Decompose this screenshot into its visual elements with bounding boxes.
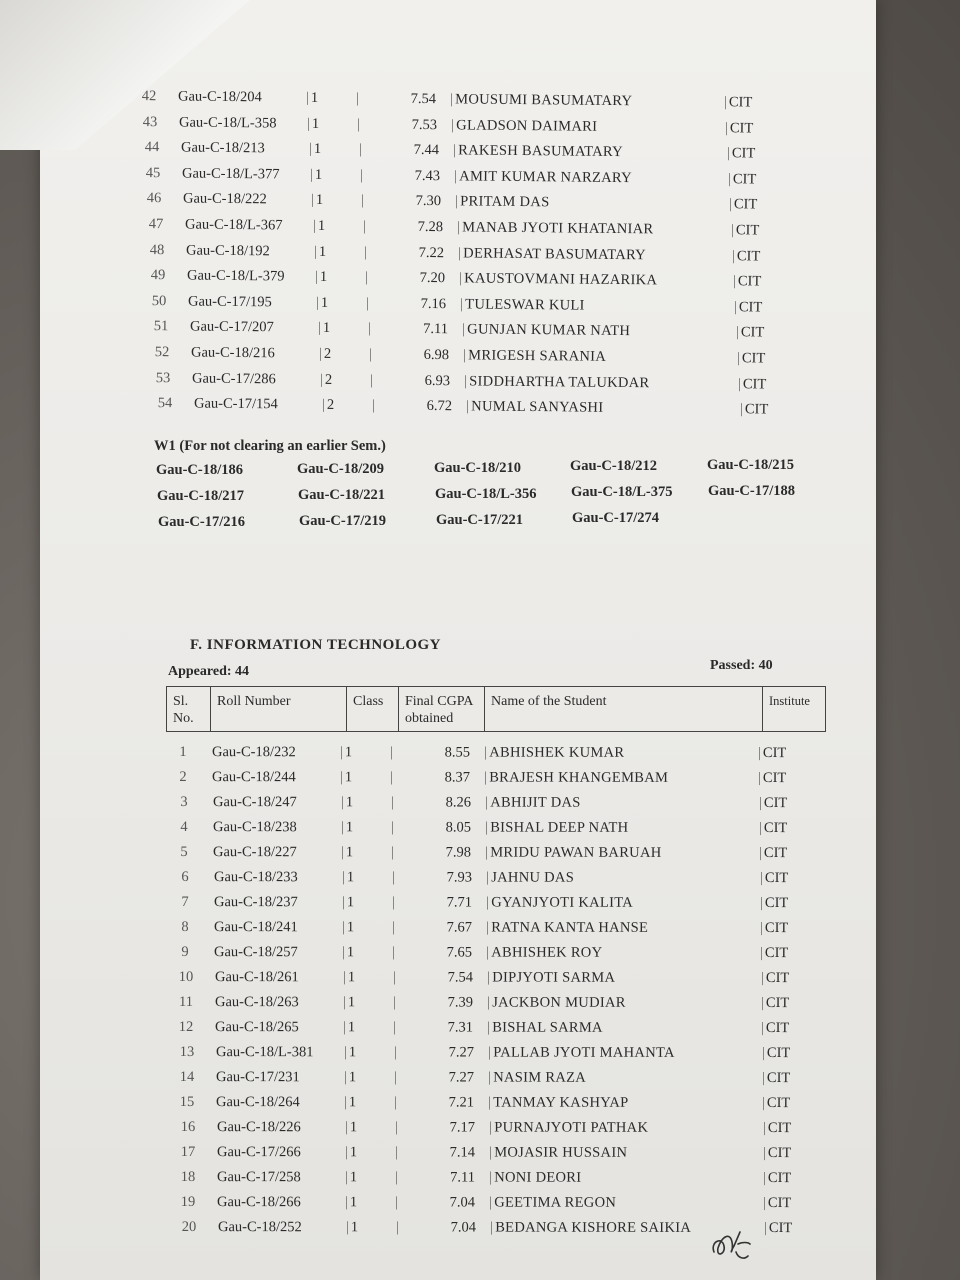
- row-serial-number: 16: [180, 1119, 195, 1136]
- row-student-name: | ABHIJIT DAS: [485, 795, 581, 812]
- row-serial-number: 45: [145, 164, 161, 182]
- row-serial-number: 53: [156, 369, 171, 386]
- row-cgpa: 6.72: [426, 398, 452, 415]
- row-cgpa: 7.31: [447, 1019, 474, 1036]
- row-institute: | CIT: [736, 325, 764, 342]
- row-student-name: | GYANJYOTI KALITA: [486, 895, 633, 912]
- row-separator: |: [392, 944, 396, 961]
- header-no-label: No.: [173, 711, 194, 726]
- row-cgpa: 7.20: [419, 270, 446, 287]
- row-cgpa: 7.11: [422, 321, 448, 338]
- row-student-name: | SIDDHARTHA TALUKDAR: [464, 373, 650, 392]
- row-serial-number: 6: [180, 869, 189, 886]
- row-student-name: | TANMAY KASHYAP: [488, 1095, 629, 1112]
- row-roll-number: Gau-C-18/247: [212, 794, 297, 811]
- row-separator: |: [393, 1044, 397, 1061]
- row-institute: | CIT: [759, 820, 787, 837]
- row-serial-number: 19: [181, 1194, 196, 1211]
- row-cgpa: 8.37: [444, 769, 471, 786]
- row-student-name: | RATNA KANTA HANSE: [486, 920, 648, 937]
- row-serial-number: 8: [181, 919, 189, 936]
- row-student-name: | KAUSTOVMANI HAZARIKA: [459, 270, 657, 289]
- row-separator: |: [392, 919, 396, 936]
- row-separator: |: [393, 1069, 397, 1086]
- row-class: | 2: [320, 371, 332, 388]
- row-institute: | CIT: [733, 273, 761, 290]
- row-separator: |: [368, 346, 373, 363]
- row-separator: |: [357, 115, 361, 132]
- row-separator: |: [394, 1144, 398, 1161]
- row-roll-number: Gau-C-18/232: [211, 744, 296, 761]
- row-class: | 1: [306, 90, 318, 107]
- row-class: | 1: [341, 794, 353, 811]
- row-class: | 1: [309, 141, 321, 158]
- row-separator: |: [389, 744, 393, 761]
- row-institute: | CIT: [732, 248, 760, 265]
- row-cgpa: 7.27: [448, 1044, 474, 1061]
- row-class: | 1: [342, 944, 354, 961]
- section-title-it: F. INFORMATION TECHNOLOGY: [190, 637, 441, 653]
- w1-roll-item: Gau-C-17/221: [436, 511, 523, 528]
- row-cgpa: 7.22: [418, 244, 444, 261]
- row-cgpa: 7.17: [449, 1119, 475, 1136]
- row-cgpa: 7.28: [417, 218, 443, 236]
- row-student-name: | TULESWAR KULI: [460, 296, 585, 314]
- row-class: | 1: [316, 295, 328, 312]
- w1-roll-item: Gau-C-18/210: [434, 459, 521, 476]
- row-separator: |: [363, 243, 367, 260]
- row-roll-number: Gau-C-18/216: [190, 344, 275, 362]
- row-cgpa: 8.55: [444, 744, 471, 761]
- row-student-name: | PALLAB JYOTI MAHANTA: [488, 1045, 675, 1062]
- row-institute: | CIT: [734, 299, 762, 316]
- row-institute: | CIT: [761, 970, 789, 987]
- row-separator: |: [392, 994, 396, 1011]
- row-serial-number: 42: [141, 88, 157, 105]
- header-cgpa-sub: obtained: [405, 711, 454, 726]
- row-separator: |: [392, 969, 396, 986]
- row-class: | 1: [344, 1094, 356, 1111]
- row-class: | 1: [346, 1219, 358, 1236]
- row-institute: | CIT: [758, 745, 786, 762]
- header-name: Name of the Student: [485, 687, 763, 731]
- row-serial-number: 17: [180, 1144, 196, 1161]
- row-class: | 1: [345, 1144, 357, 1161]
- row-separator: |: [371, 397, 375, 414]
- row-serial-number: 50: [152, 292, 167, 310]
- row-separator: |: [359, 167, 363, 184]
- row-student-name: | NASIM RAZA: [488, 1070, 586, 1087]
- header-class: Class: [347, 687, 399, 731]
- row-roll-number: Gau-C-18/L-381: [215, 1044, 314, 1061]
- row-serial-number: 15: [179, 1094, 195, 1111]
- row-cgpa: 7.93: [446, 869, 472, 886]
- row-class: | 1: [318, 320, 330, 337]
- row-roll-number: Gau-C-18/226: [216, 1119, 301, 1136]
- row-class: | 1: [341, 869, 353, 886]
- row-separator: |: [358, 141, 362, 158]
- row-institute: | CIT: [760, 920, 788, 937]
- row-roll-number: Gau-C-18/L-377: [181, 165, 280, 183]
- row-student-name: | GUNJAN KUMAR NATH: [462, 322, 630, 341]
- row-separator: |: [395, 1169, 399, 1186]
- row-serial-number: 4: [180, 819, 188, 836]
- row-serial-number: 44: [144, 139, 159, 156]
- row-serial-number: 52: [154, 344, 170, 361]
- row-separator: |: [390, 794, 394, 811]
- row-separator: |: [367, 320, 371, 337]
- row-serial-number: 5: [180, 844, 188, 861]
- row-student-name: | BRAJESH KHANGEMBAM: [484, 770, 668, 787]
- row-student-name: | AMIT KUMAR NARZARY: [454, 168, 632, 187]
- row-student-name: | DERHASAT BASUMATARY: [458, 245, 646, 264]
- row-roll-number: Gau-C-17/286: [192, 370, 277, 387]
- row-institute: | CIT: [763, 1195, 791, 1212]
- row-cgpa: 7.39: [447, 994, 474, 1011]
- row-institute: | CIT: [762, 1095, 790, 1112]
- row-roll-number: Gau-C-18/266: [217, 1194, 302, 1211]
- row-class: | 1: [341, 819, 353, 836]
- row-roll-number: Gau-C-18/213: [180, 139, 265, 157]
- row-class: | 1: [345, 1194, 357, 1211]
- row-roll-number: Gau-C-18/261: [214, 969, 299, 986]
- row-serial-number: 48: [149, 241, 165, 258]
- row-cgpa: 7.54: [410, 90, 437, 108]
- w1-roll-item: Gau-C-17/219: [299, 512, 386, 529]
- row-separator: |: [393, 1019, 397, 1036]
- row-institute: | CIT: [737, 350, 765, 367]
- row-cgpa: 7.14: [449, 1144, 475, 1161]
- row-student-name: | NONI DEORI: [489, 1170, 581, 1187]
- row-institute: | CIT: [762, 1045, 790, 1062]
- w1-roll-item: Gau-C-18/186: [156, 462, 243, 478]
- row-institute: | CIT: [762, 1070, 790, 1087]
- row-serial-number: 46: [146, 190, 162, 207]
- row-class: | 1: [343, 1019, 355, 1036]
- row-student-name: | BISHAL DEEP NATH: [485, 820, 628, 837]
- row-separator: |: [390, 819, 394, 836]
- w1-heading: W1 (For not clearing an earlier Sem.): [154, 438, 386, 454]
- row-student-name: | MRIDU PAWAN BARUAH: [485, 845, 662, 862]
- w1-roll-item: Gau-C-17/216: [158, 514, 245, 530]
- row-institute: | CIT: [729, 197, 757, 214]
- row-serial-number: 51: [153, 318, 169, 335]
- row-serial-number: 43: [143, 113, 158, 130]
- row-separator: |: [370, 371, 374, 388]
- row-student-name: | NUMAL SANYASHI: [466, 398, 604, 416]
- row-institute: | CIT: [763, 1170, 791, 1187]
- w1-roll-item: Gau-C-17/188: [708, 483, 795, 500]
- row-class: | 1: [343, 969, 355, 986]
- row-cgpa: 7.44: [413, 142, 439, 159]
- row-institute: | CIT: [728, 171, 756, 188]
- w1-roll-item: Gau-C-18/209: [297, 460, 384, 477]
- row-serial-number: 3: [179, 794, 188, 811]
- w1-roll-item: Gau-C-18/212: [570, 458, 657, 475]
- row-class: | 1: [314, 243, 326, 260]
- header-sl: [167, 687, 211, 731]
- appeared-count: Appeared: 44: [168, 664, 250, 679]
- row-class: | 1: [344, 1119, 356, 1136]
- row-serial-number: 10: [178, 969, 193, 986]
- row-student-name: | MRIGESH SARANIA: [463, 347, 606, 365]
- row-student-name: | BEDANGA KISHORE SAIKIA: [490, 1220, 691, 1237]
- row-institute: | CIT: [761, 995, 789, 1012]
- row-student-name: | GEETIMA REGON: [489, 1195, 616, 1212]
- it-table-header: [166, 686, 826, 732]
- row-student-name: | PURNAJYOTI PATHAK: [488, 1120, 647, 1137]
- row-class: | 1: [344, 1044, 356, 1061]
- row-class: | 1: [341, 844, 353, 861]
- w1-roll-item: Gau-C-18/L-375: [571, 484, 673, 501]
- signature-mark: [708, 1222, 752, 1264]
- row-cgpa: 7.16: [420, 295, 447, 312]
- header-sl-label: Sl.: [173, 694, 189, 709]
- row-cgpa: 8.26: [445, 794, 471, 811]
- row-roll-number: Gau-C-18/204: [177, 88, 262, 106]
- header-institute: Institute: [769, 694, 810, 708]
- row-roll-number: Gau-C-18/252: [217, 1219, 302, 1236]
- row-institute: | CIT: [760, 945, 788, 962]
- row-serial-number: 11: [179, 994, 194, 1011]
- row-roll-number: Gau-C-18/233: [213, 869, 298, 886]
- row-separator: |: [355, 90, 360, 107]
- row-serial-number: 1: [179, 744, 187, 761]
- row-serial-number: 47: [148, 216, 163, 233]
- row-institute: | CIT: [762, 1120, 790, 1137]
- row-class: | 1: [340, 769, 352, 786]
- row-roll-number: Gau-C-18/238: [212, 819, 297, 836]
- row-class: | 1: [344, 1069, 356, 1086]
- row-student-name: | BISHAL SARMA: [487, 1020, 603, 1037]
- row-separator: |: [394, 1119, 398, 1136]
- row-institute: | CIT: [759, 795, 787, 812]
- row-roll-number: Gau-C-18/244: [212, 769, 297, 786]
- row-institute: | CIT: [759, 845, 787, 862]
- row-serial-number: 9: [181, 944, 190, 961]
- header-cgpa: [399, 687, 485, 731]
- row-student-name: | ABHISHEK KUMAR: [484, 745, 624, 762]
- w1-roll-item: Gau-C-18/217: [157, 488, 244, 504]
- row-roll-number: Gau-C-17/266: [216, 1144, 301, 1161]
- row-student-name: | ABHISHEK ROY: [486, 945, 602, 962]
- row-serial-number: 12: [179, 1019, 194, 1036]
- row-class: | 1: [311, 192, 323, 209]
- row-roll-number: Gau-C-18/265: [215, 1019, 300, 1036]
- row-institute: | CIT: [738, 376, 766, 393]
- row-class: | 1: [345, 1169, 357, 1186]
- row-serial-number: 20: [181, 1219, 196, 1236]
- row-separator: |: [366, 295, 370, 312]
- row-serial-number: 54: [157, 395, 172, 412]
- row-separator: |: [365, 269, 369, 286]
- row-separator: |: [390, 769, 394, 786]
- row-separator: |: [361, 192, 365, 209]
- row-roll-number: Gau-C-18/L-367: [184, 216, 283, 234]
- row-cgpa: 7.54: [447, 969, 473, 986]
- row-serial-number: 2: [179, 769, 187, 786]
- row-roll-number: Gau-C-17/195: [188, 293, 273, 311]
- row-cgpa: 7.11: [450, 1169, 476, 1186]
- row-separator: |: [395, 1194, 399, 1211]
- row-cgpa: 7.43: [414, 167, 440, 184]
- row-separator: |: [391, 869, 395, 886]
- row-roll-number: Gau-C-17/258: [217, 1169, 301, 1186]
- row-class: | 1: [342, 919, 354, 936]
- row-serial-number: 7: [181, 894, 189, 911]
- w1-roll-item: Gau-C-18/221: [298, 486, 385, 503]
- row-class: | 2: [322, 397, 334, 414]
- row-institute: | CIT: [730, 222, 758, 239]
- row-separator: |: [394, 1094, 398, 1111]
- row-institute: | CIT: [725, 120, 753, 137]
- row-institute: | CIT: [759, 870, 787, 887]
- header-cgpa-label: Final CGPA: [405, 694, 474, 709]
- row-cgpa: 6.98: [423, 346, 450, 364]
- row-cgpa: 8.05: [445, 819, 471, 836]
- row-student-name: | MOUSUMI BASUMATARY: [450, 91, 632, 110]
- row-student-name: | JAHNU DAS: [485, 870, 573, 887]
- row-roll-number: Gau-C-18/264: [216, 1094, 300, 1111]
- row-separator: |: [391, 894, 395, 911]
- row-student-name: | RAKESH BASUMATARY: [453, 142, 623, 161]
- row-student-name: | DIPJYOTI SARMA: [487, 970, 615, 987]
- row-student-name: | GLADSON DAIMARI: [451, 117, 597, 136]
- row-cgpa: 7.67: [446, 919, 473, 936]
- row-roll-number: Gau-C-18/263: [214, 994, 299, 1011]
- row-institute: | CIT: [758, 770, 786, 787]
- row-class: | 1: [310, 167, 322, 184]
- row-cgpa: 7.04: [450, 1219, 476, 1236]
- row-roll-number: Gau-C-18/241: [214, 919, 298, 936]
- row-separator: |: [395, 1219, 399, 1236]
- row-cgpa: 7.98: [445, 844, 472, 861]
- row-separator: |: [362, 218, 366, 235]
- row-cgpa: 7.30: [415, 193, 442, 210]
- row-institute: | CIT: [727, 145, 755, 162]
- row-cgpa: 7.53: [411, 116, 438, 133]
- row-institute: | CIT: [760, 895, 788, 912]
- w1-roll-item: Gau-C-18/L-356: [435, 485, 537, 502]
- row-student-name: | JACKBON MUDIAR: [487, 995, 626, 1012]
- row-roll-number: Gau-C-18/L-379: [187, 267, 285, 285]
- header-roll: Roll Number: [211, 687, 347, 731]
- row-serial-number: 49: [150, 267, 166, 284]
- row-roll-number: Gau-C-18/227: [213, 844, 297, 861]
- row-roll-number: Gau-C-18/237: [213, 894, 298, 911]
- row-roll-number: Gau-C-18/257: [214, 944, 299, 961]
- w1-roll-item: Gau-C-18/215: [707, 457, 794, 474]
- row-cgpa: 7.65: [447, 944, 473, 961]
- row-roll-number: Gau-C-18/222: [183, 190, 268, 208]
- row-class: | 2: [319, 346, 331, 363]
- row-class: | 1: [315, 269, 327, 286]
- row-institute: | CIT: [764, 1220, 792, 1237]
- row-institute: | CIT: [740, 401, 768, 418]
- row-cgpa: 6.93: [424, 372, 451, 389]
- row-serial-number: 18: [180, 1169, 196, 1186]
- row-student-name: | PRITAM DAS: [455, 194, 550, 212]
- row-roll-number: Gau-C-17/154: [193, 395, 278, 413]
- row-student-name: | MOJASIR HUSSAIN: [489, 1145, 627, 1162]
- row-separator: |: [391, 844, 395, 861]
- row-student-name: | MANAB JYOTI KHATANIAR: [456, 219, 653, 238]
- row-roll-number: Gau-C-18/L-358: [179, 114, 277, 132]
- row-class: | 1: [343, 994, 355, 1011]
- row-class: | 1: [312, 218, 324, 235]
- row-class: | 1: [340, 744, 352, 761]
- row-serial-number: 13: [179, 1044, 194, 1061]
- row-cgpa: 7.71: [446, 894, 472, 911]
- row-institute: | CIT: [763, 1145, 791, 1162]
- row-roll-number: Gau-C-17/207: [189, 318, 274, 336]
- row-roll-number: Gau-C-17/231: [215, 1069, 300, 1086]
- row-institute: | CIT: [761, 1020, 789, 1037]
- passed-count: Passed: 40: [710, 658, 773, 673]
- row-serial-number: 14: [179, 1069, 195, 1086]
- w1-roll-item: Gau-C-17/274: [572, 510, 659, 527]
- row-cgpa: 7.04: [450, 1194, 476, 1211]
- row-roll-number: Gau-C-18/192: [185, 242, 270, 259]
- row-cgpa: 7.27: [448, 1069, 474, 1086]
- row-institute: | CIT: [724, 94, 752, 111]
- row-class: | 1: [307, 115, 319, 132]
- row-cgpa: 7.21: [448, 1094, 475, 1111]
- row-class: | 1: [342, 894, 354, 911]
